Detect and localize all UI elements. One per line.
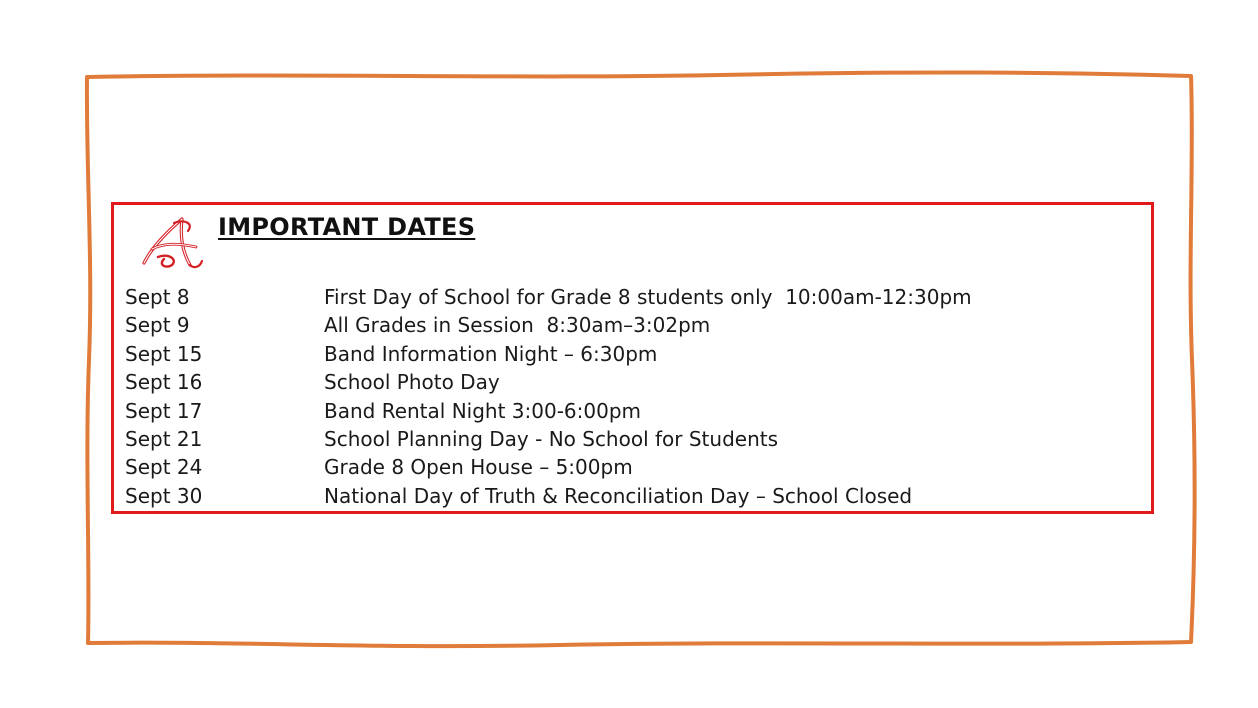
page-title: IMPORTANT DATES — [218, 213, 476, 241]
event-date: Sept 9 — [125, 313, 190, 338]
event-description: National Day of Truth & Reconciliation Day – School Closed — [324, 483, 913, 508]
script-letter-a-logo — [138, 213, 206, 271]
event-date: Sept 21 — [125, 426, 203, 451]
event-date: Sept 8 — [125, 285, 190, 309]
important-dates-box — [111, 202, 1154, 514]
event-description: Band Information Night – 6:30pm — [324, 341, 658, 366]
event-date: Sept 15 — [125, 341, 203, 366]
event-date: Sept 17 — [125, 398, 203, 423]
event-date: Sept 16 — [125, 370, 203, 395]
event-description: School Planning Day - No School for Students — [324, 426, 779, 451]
event-date: Sept 30 — [125, 483, 203, 508]
event-description: First Day of School for Grade 8 students only 10:00am-12:30pm — [324, 285, 972, 309]
event-description: All Grades in Session 8:30am–3:02pm — [324, 313, 711, 338]
event-date: Sept 24 — [125, 455, 203, 480]
event-description: Band Rental Night 3:00-6:00pm — [324, 398, 642, 423]
event-description: Grade 8 Open House – 5:00pm — [324, 455, 633, 480]
event-description: School Photo Day — [324, 370, 500, 395]
